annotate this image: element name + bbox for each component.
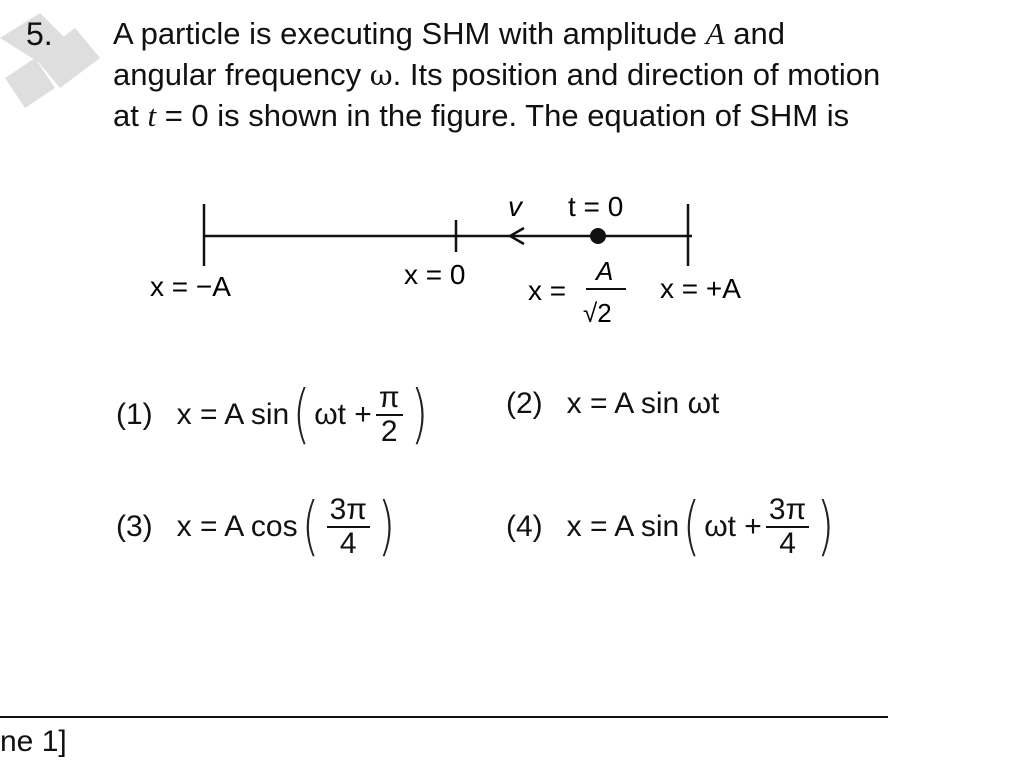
question-text bbox=[113, 14, 893, 137]
option-4-frac-den: 4 bbox=[779, 527, 796, 560]
option-1-frac-num: π bbox=[376, 382, 403, 416]
question-text-part1: A particle is executing SHM with amplitude bbox=[113, 16, 706, 51]
option-4-number: (4) bbox=[506, 510, 543, 543]
option-4-fraction bbox=[766, 494, 809, 560]
particle-label-numerator: A bbox=[596, 256, 614, 286]
option-2[interactable] bbox=[506, 384, 719, 424]
time-label: t = 0 bbox=[568, 191, 624, 222]
question-number: 5. bbox=[26, 16, 53, 52]
footer-text: ne 1] bbox=[0, 725, 67, 758]
left-extreme-label: x = −A bbox=[150, 271, 231, 302]
option-3-frac-den: 4 bbox=[339, 527, 357, 560]
option-1[interactable] bbox=[116, 378, 432, 452]
particle-dot bbox=[590, 228, 606, 244]
question-text-part2: and angular frequency bbox=[113, 16, 785, 92]
right-paren-icon: ) bbox=[377, 490, 396, 564]
right-paren-icon: ) bbox=[410, 378, 428, 452]
option-4-frac-num: 3π bbox=[766, 494, 809, 528]
option-1-lhs: x = A sin bbox=[176, 398, 290, 431]
option-2-eq: x = A sin ωt bbox=[566, 387, 720, 420]
option-3-lhs: x = A cos bbox=[176, 510, 298, 543]
option-1-number: (1) bbox=[116, 398, 153, 431]
particle-label-denominator: √2 bbox=[583, 298, 612, 328]
right-paren-icon: ) bbox=[816, 490, 835, 564]
option-1-frac-den: 2 bbox=[380, 415, 398, 448]
right-extreme-label: x = +A bbox=[660, 273, 741, 304]
center-label: x = 0 bbox=[404, 259, 466, 290]
left-paren-icon: ( bbox=[292, 378, 311, 452]
question-text-part4: = 0 is shown in the figure. The equation of SHM is bbox=[156, 98, 850, 133]
left-paren-icon: ( bbox=[301, 490, 319, 564]
option-4-lhs: x = A sin bbox=[566, 510, 680, 543]
option-3-frac-num: 3π bbox=[327, 494, 370, 528]
option-4-inner: ωt + bbox=[704, 510, 762, 543]
option-3-number: (3) bbox=[116, 510, 153, 543]
shm-figure bbox=[140, 190, 780, 350]
velocity-label: v bbox=[508, 191, 522, 222]
question-text-part3: . Its position and direction of motion at bbox=[113, 56, 881, 133]
left-paren-icon: ( bbox=[682, 490, 701, 564]
option-1-inner: ωt + bbox=[314, 398, 372, 431]
option-4[interactable] bbox=[506, 490, 838, 564]
var-A: A bbox=[705, 16, 725, 51]
watermark-logo bbox=[0, 8, 110, 118]
particle-label-prefix: x = bbox=[528, 275, 567, 306]
var-t: t bbox=[147, 98, 157, 133]
option-3[interactable] bbox=[116, 490, 399, 564]
footer-divider bbox=[0, 716, 888, 718]
omega-symbol: ω bbox=[369, 58, 393, 92]
option-3-fraction bbox=[327, 494, 370, 560]
option-2-number: (2) bbox=[506, 387, 543, 420]
option-1-fraction bbox=[376, 382, 403, 448]
